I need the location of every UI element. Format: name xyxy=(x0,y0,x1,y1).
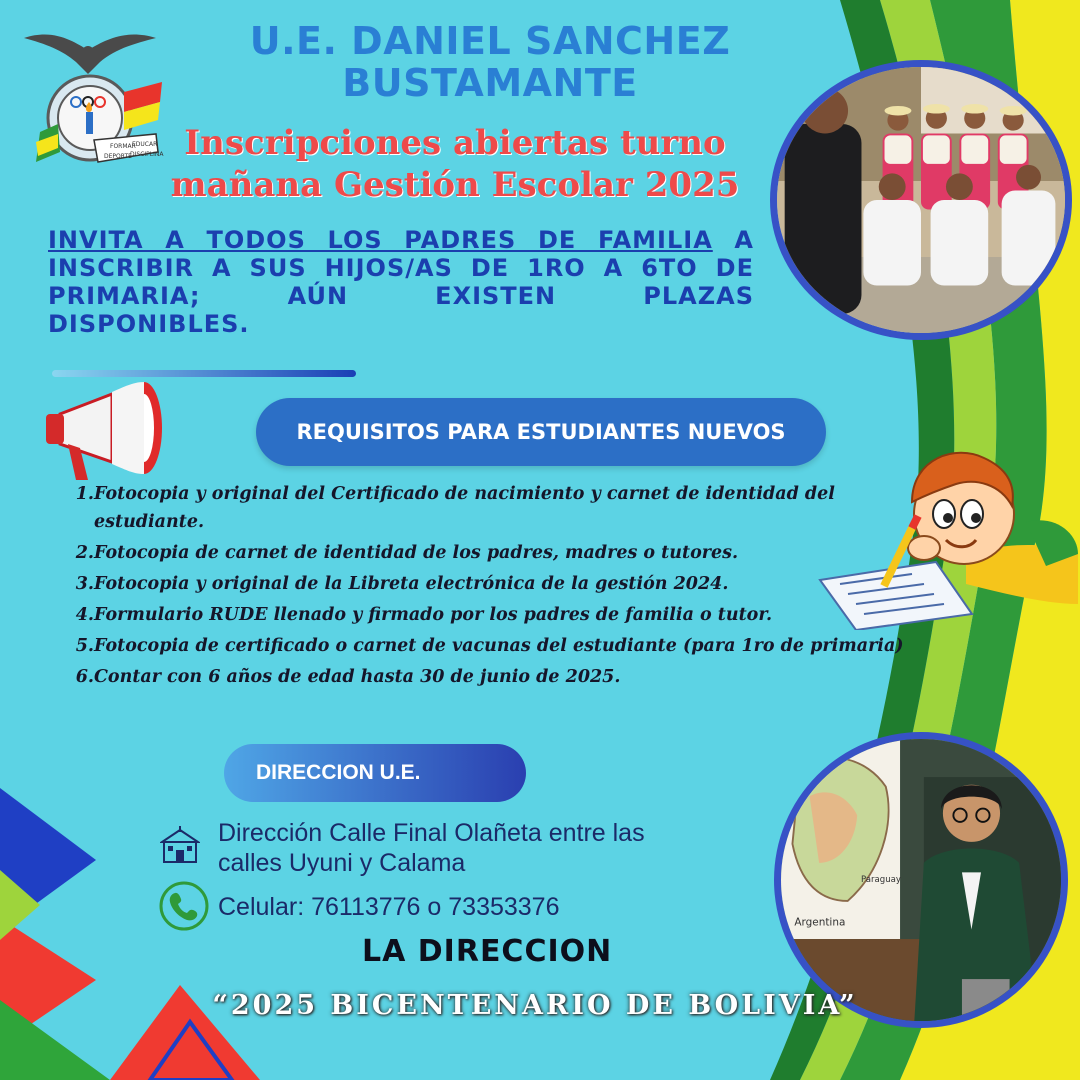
logo-ribbon-text: EDUCAR xyxy=(132,141,158,148)
item-number: 3. xyxy=(75,574,94,594)
item-text: Formulario RUDE llenado y firmado por los padres de familia o tutor. xyxy=(94,605,773,625)
school-name-line1: U.E. DANIEL SANCHEZ xyxy=(249,19,731,63)
phone-number: Celular: 76113776 o 73353376 xyxy=(218,893,560,921)
direction-title: DIRECCION U.E. xyxy=(224,744,526,802)
student-with-map-photo xyxy=(774,732,1068,1028)
list-item xyxy=(68,539,908,567)
phone-icon xyxy=(158,880,210,932)
logo-ribbon-text: DISCIPLINA xyxy=(130,151,164,158)
megaphone-icon xyxy=(40,376,170,486)
logo-ribbon-text: FORMAR xyxy=(110,143,136,150)
headline-line2: mañana Gestión Escolar 2025 xyxy=(170,165,740,205)
motto: “2025 BICENTENARIO DE BOLIVIA” xyxy=(212,990,858,1021)
headline-line1: Inscripciones abiertas turno xyxy=(184,123,726,163)
school-name-line2: BUSTAMANTE xyxy=(342,61,638,105)
school-name xyxy=(230,20,750,104)
item-text: Contar con 6 años de edad hasta 30 de junio de 2025. xyxy=(94,667,621,687)
item-number: 4. xyxy=(75,605,94,625)
list-item xyxy=(68,632,908,660)
item-number: 2. xyxy=(75,543,94,563)
item-text: Fotocopia y original del Certificado de nacimiento y carnet de identidad del estudiante. xyxy=(94,484,835,532)
item-text: Fotocopia de carnet de identidad de los padres, madres o tutores. xyxy=(94,543,739,563)
item-text: Fotocopia y original de la Libreta electrónica de la gestión 2024. xyxy=(94,574,729,594)
requirements-title: REQUISITOS PARA ESTUDIANTES NUEVOS xyxy=(256,398,826,466)
list-item xyxy=(68,663,908,691)
item-number: 1. xyxy=(75,484,94,504)
school-building-icon xyxy=(160,826,200,864)
address-line1: Dirección Calle Final Olañeta entre las xyxy=(218,819,645,847)
school-logo xyxy=(14,20,164,170)
item-number: 5. xyxy=(75,636,94,656)
invitation-underlined: INVITA A TODOS LOS PADRES DE FAMILIA xyxy=(48,226,713,254)
headline xyxy=(150,122,760,206)
list-item xyxy=(68,570,908,598)
map-label: Argentina xyxy=(794,916,846,929)
item-text: Fotocopia de certificado o carnet de vacunas del estudiante (para 1ro de primaria) xyxy=(94,636,904,656)
list-item xyxy=(68,480,908,536)
requirements-list xyxy=(68,480,908,694)
list-item xyxy=(68,601,908,629)
map-label: Paraguay xyxy=(861,874,901,885)
students-photo xyxy=(770,60,1072,340)
invitation-last-line: DISPONIBLES. xyxy=(48,310,250,338)
item-number: 6. xyxy=(75,667,94,687)
signature: LA DIRECCION xyxy=(362,934,613,969)
address-text xyxy=(218,818,718,878)
address-line2: calles Uyuni y Calama xyxy=(218,849,466,877)
invitation-text xyxy=(48,226,754,338)
cartoon-student-icon xyxy=(816,444,1080,630)
logo-ribbon-text: DEPORTE xyxy=(104,153,132,160)
invitation-rest: A INSCRIBIR A SUS HIJOS/AS DE 1RO A 6TO DE PRIMARIA; AÚN EXISTEN PLAZAS xyxy=(48,226,755,310)
